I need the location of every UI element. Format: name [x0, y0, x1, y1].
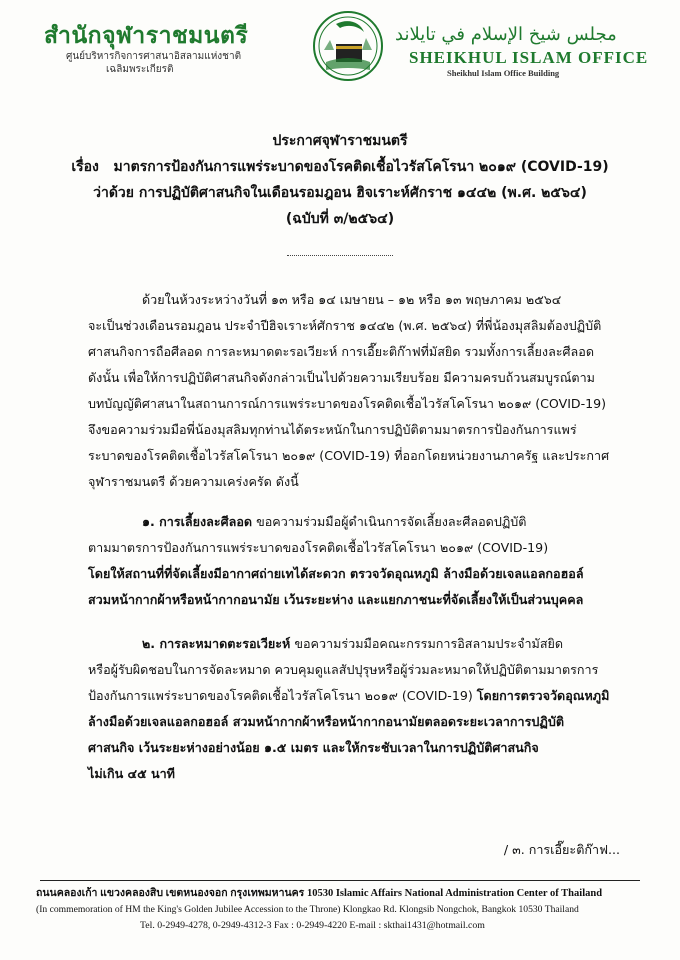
letterhead-left — [44, 22, 304, 76]
intro-line: ดังนั้น เพื่อให้การปฏิบัติศาสนกิจดังกล่าวเป็นไปด้วยความเรียบร้อย มีความครบถ้วนสมบูรณ์ตาม — [88, 370, 595, 385]
org-name-thai: สำนักจุฬาราชมนตรี — [44, 23, 249, 49]
item-2-line — [88, 631, 618, 657]
item-2-line: หรือผู้รับผิดชอบในการจัดละหมาด ควบคุมดูแลสัปปุรุษหรือผู้ร่วมละหมาดให้ปฏิบัติตามมาตรการ — [88, 662, 599, 677]
item-1-text: ขอความร่วมมือผู้ดำเนินการจัดเลี้ยงละศีลอดปฏิบัติ — [256, 514, 527, 529]
org-subtitle-thai-2: เฉลิมพระเกียรติ — [106, 64, 174, 75]
item-2-line: ไม่เกิน ๔๕ นาที — [88, 766, 175, 781]
subject-line — [40, 154, 640, 180]
intro-line: จึงขอความร่วมมือพี่น้องมุสลิมทุกท่านได้ตระหนักในการปฏิบัติตามมาตรการป้องกันการแพร่ — [88, 422, 577, 437]
intro-line: จะเป็นช่วงเดือนรอมฎอน ประจำปีฮิจเราะห์ศักราช ๑๔๔๒ (พ.ศ. ๒๕๖๔) ที่พี่น้องมุสลิมต้องปฏิบัติ — [88, 318, 602, 333]
intro-line: ศาสนกิจการถือศีลอด การละหมาดตะรอเวียะห์ การเอี๊ยะติก๊าฟที่มัสยิด รวมทั้งการเลี้ยงละศีลอด — [88, 344, 595, 359]
announcement-heading — [40, 128, 640, 232]
footer-divider — [40, 880, 640, 881]
announcement-title: ประกาศจุฬาราชมนตรี — [272, 133, 408, 149]
footer-commemoration: (In commemoration of HM the King's Golden Jubilee Accession to the Throne) Klongkao Rd. Klongsib Nongchok, Bangkok 10530 Thailand — [36, 904, 579, 915]
announcement-number: (ฉบับที่ ๓/๒๕๖๔) — [285, 211, 395, 227]
heading-divider — [287, 255, 393, 256]
footer-contact: Tel. 0-2949-4278, 0-2949-4312-3 Fax : 0-2949-4220 E-mail : skthai1431@hotmail.com — [140, 920, 485, 931]
item-2-line: ล้างมือด้วยเจลแอลกอฮอล์ สวมหน้ากากผ้าหรือหน้ากากอนามัยตลอดระยะเวลาการปฏิบัติ — [88, 714, 565, 729]
footer — [36, 886, 656, 934]
org-subtitle-english: Sheikhul Islam Office Building — [447, 68, 560, 78]
subject-text: มาตรการป้องกันการแพร่ระบาดของโรคติดเชื้อไวรัสโคโรนา ๒๐๑๙ (COVID-19) — [113, 159, 609, 175]
org-subtitle-thai-1: ศูนย์บริหารกิจการศาสนาอิสลามแห่งชาติ — [66, 51, 242, 62]
item-1-line: ตามมาตรการป้องกันการแพร่ระบาดของโรคติดเชื้อไวรัสโคโรนา ๒๐๑๙ (COVID-19) — [88, 540, 549, 555]
org-name-arabic: مجلس شيخ الإسلام في تايلاند — [395, 24, 617, 45]
item-2-text: ขอความร่วมมือคณะกรรมการอิสลามประจำมัสยิด — [294, 636, 564, 651]
spacer — [88, 495, 618, 509]
continued-marker: / ๓. การเอี๊ยะติก๊าฟ... — [503, 842, 620, 857]
office-emblem-icon — [312, 10, 384, 82]
subject-label: เรื่อง — [71, 159, 99, 175]
item-1-lead: ๑. การเลี้ยงละศีลอด — [142, 514, 253, 529]
intro-line: จุฬาราชมนตรี ด้วยความเคร่งครัด ดังนี้ — [88, 474, 299, 489]
footer-address: ถนนคลองเก้า แขวงคลองสิบ เขตหนองจอก กรุงเทพมหานคร 10530 Islamic Affairs National Administration Center of Thailand — [36, 888, 603, 899]
intro-line: ระบาดของโรคติดเชื้อไวรัสโคโรนา ๒๐๑๙ (COVID-19) ที่ออกโดยหน่วยงานภาครัฐ และประกาศ — [88, 448, 610, 463]
letterhead-right — [395, 22, 655, 79]
item-1-line — [88, 509, 618, 535]
item-1-line: โดยให้สถานที่ที่จัดเลี้ยงมีอากาศถ่ายเทได้สะดวก ตรวจวัดอุณหภูมิ ล้างมือด้วยเจลแอลกอฮอล์ — [88, 566, 584, 581]
org-name-english: SHEIKHUL ISLAM OFFICE — [409, 48, 649, 67]
intro-line: บทบัญญัติศาสนาในสถานการณ์การแพร่ระบาดของโรคติดเชื้อไวรัสโคโรนา ๒๐๑๙ (COVID-19) — [88, 396, 607, 411]
announcement-body — [88, 287, 618, 787]
spacer — [88, 613, 618, 631]
item-2-text: ป้องกันการแพร่ระบาดของโรคติดเชื้อไวรัสโคโรนา ๒๐๑๙ (COVID-19) — [88, 688, 473, 703]
item-2-bold-text: โดยการตรวจวัดอุณหภูมิ — [476, 688, 610, 703]
item-2-line: ศาสนกิจ เว้นระยะห่างอย่างน้อย ๑.๕ เมตร และให้กระชับเวลาในการปฏิบัติศาสนกิจ — [88, 740, 539, 755]
item-2-line — [88, 683, 618, 709]
intro-line: ด้วยในห้วงระหว่างวันที่ ๑๓ หรือ ๑๔ เมษายน – ๑๒ หรือ ๑๓ พฤษภาคม ๒๕๖๔ — [142, 292, 562, 307]
item-1-line: สวมหน้ากากผ้าหรือหน้ากากอนามัย เว้นระยะห่าง และแยกภาชนะที่จัดเลี้ยงให้เป็นส่วนบุคคล — [88, 592, 584, 607]
topic-line: ว่าด้วย การปฏิบัติศาสนกิจในเดือนรอมฎอน ฮิจเราะห์ศักราช ๑๔๔๒ (พ.ศ. ๒๕๖๔) — [93, 185, 587, 201]
item-2-lead: ๒. การละหมาดตะรอเวียะห์ — [142, 636, 291, 651]
